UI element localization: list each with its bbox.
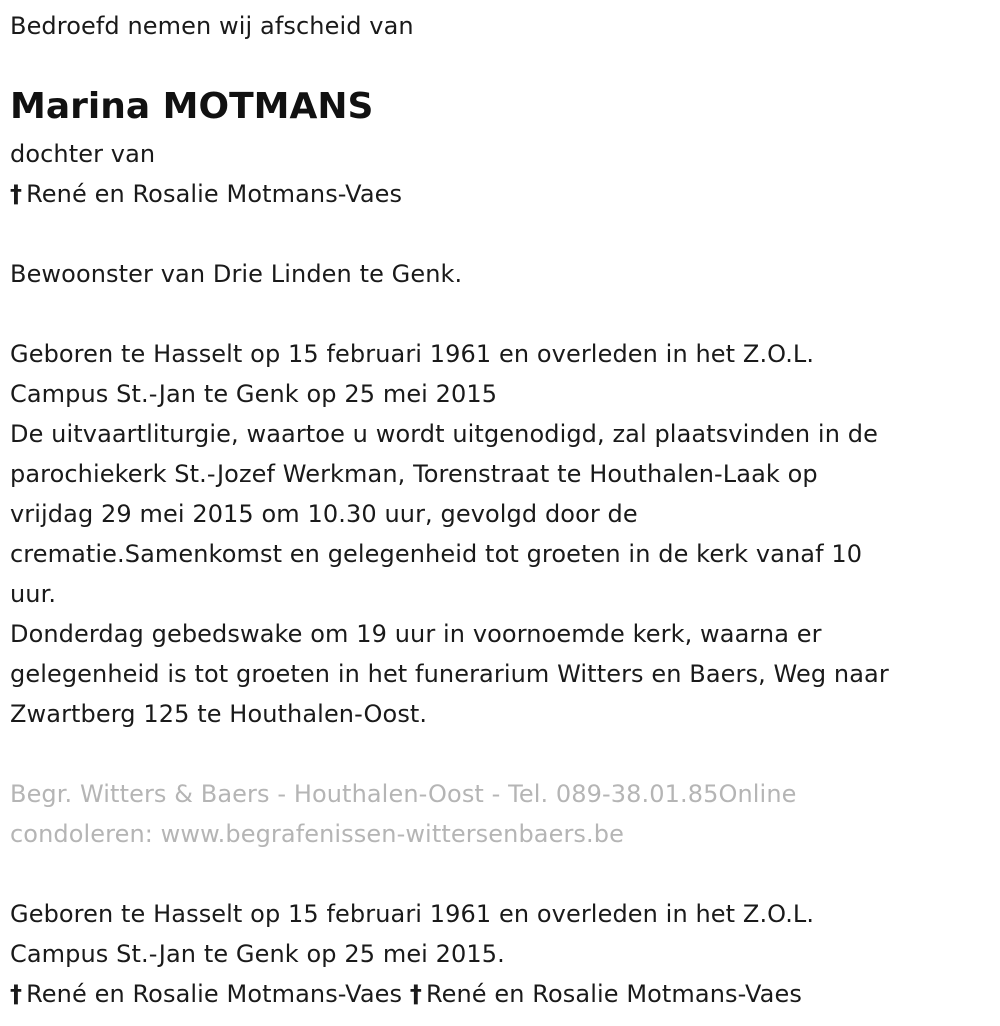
ceremony-line: vrijdag 29 mei 2015 om 10.30 uur, gevolgd door de	[10, 500, 638, 528]
ceremony-line: uur.	[10, 580, 57, 608]
intro-text: Bedroefd nemen wij afscheid van	[10, 12, 414, 40]
summary-line: Campus St.-Jan te Genk op 25 mei 2015.	[10, 940, 505, 968]
details-block	[10, 334, 889, 734]
cross-icon: †	[409, 980, 422, 1008]
relation-text: dochter van	[10, 140, 156, 168]
ceremony-line: gelegenheid is tot groeten in het funerarium Witters en Baers, Weg naar	[10, 660, 889, 688]
cross-icon: †	[10, 180, 23, 208]
ceremony-line: parochiekerk St.-Jozef Werkman, Torenstraat te Houthalen-Laak op	[10, 460, 818, 488]
funeral-home-line: Begr. Witters & Baers - Houthalen-Oost - Tel. 089-38.01.85Online	[10, 780, 797, 808]
parents-line	[10, 174, 402, 214]
summary-parents-line	[10, 974, 814, 1014]
birth-death-line: Geboren te Hasselt op 15 februari 1961 en overleden in het Z.O.L.	[10, 340, 815, 368]
funeral-home-line: condoleren: www.begrafenissen-wittersenbaers.be	[10, 820, 624, 848]
ceremony-line: Zwartberg 125 te Houthalen-Oost.	[10, 700, 428, 728]
cross-icon: †	[10, 980, 23, 1008]
ceremony-line: crematie.Samenkomst en gelegenheid tot groeten in de kerk vanaf 10	[10, 540, 863, 568]
summary-block	[10, 894, 814, 1014]
parents-names: René en Rosalie Motmans-Vaes	[26, 180, 403, 208]
funeral-home-block	[10, 774, 797, 854]
residence-text: Bewoonster van Drie Linden te Genk.	[10, 260, 463, 288]
deceased-name: Marina MOTMANS	[10, 86, 374, 127]
ceremony-line: Donderdag gebedswake om 19 uur in voornoemde kerk, waarna er	[10, 620, 822, 648]
summary-parents-name: René en Rosalie Motmans-Vaes	[26, 980, 403, 1008]
summary-parents-name: René en Rosalie Motmans-Vaes	[425, 980, 802, 1008]
summary-line: Geboren te Hasselt op 15 februari 1961 en overleden in het Z.O.L.	[10, 900, 815, 928]
residence-block	[10, 254, 462, 294]
birth-death-line: Campus St.-Jan te Genk op 25 mei 2015	[10, 380, 498, 408]
ceremony-line: De uitvaartliturgie, waartoe u wordt uitgenodigd, zal plaatsvinden in de	[10, 420, 878, 448]
relation-block	[10, 134, 402, 214]
